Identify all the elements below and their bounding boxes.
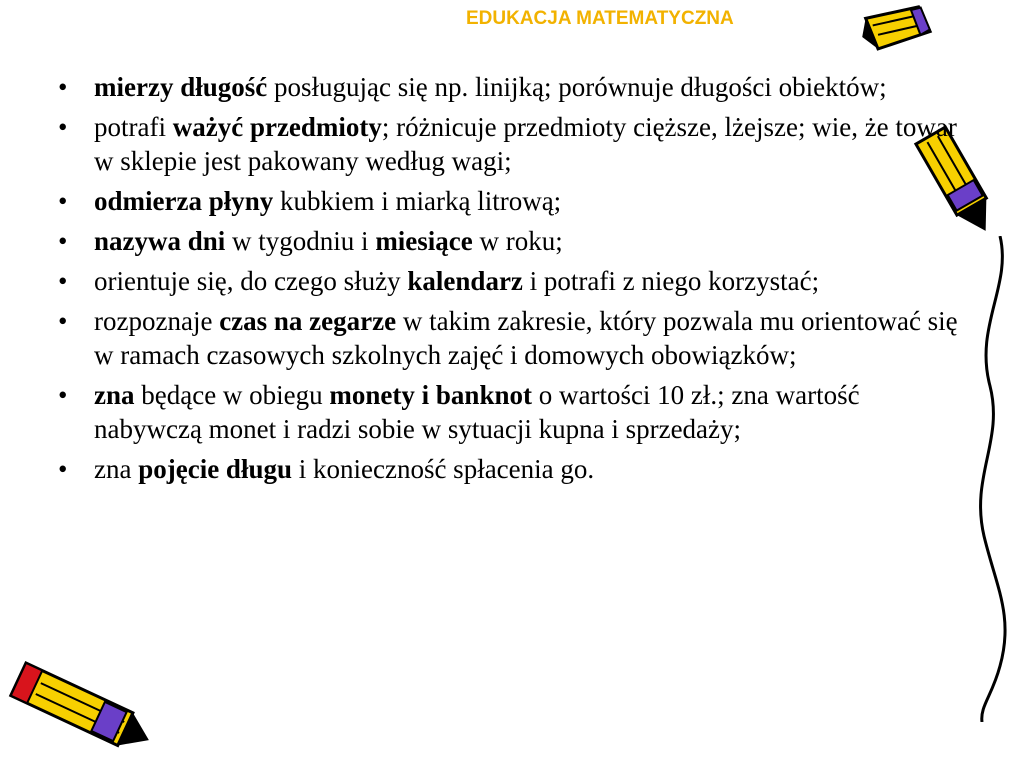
pencil-icon-bottom <box>0 656 160 760</box>
bullet-text: ; różnicuje przedmioty cięższe, lżejsze; wie, że towar w sklepie jest pakowany według wagi; <box>94 112 957 176</box>
bullet-text: kubkiem i miarką litrową; <box>273 186 562 216</box>
bullet-text: w takim zakresie, który pozwala mu orientować się w ramach czasowych szkolnych zajęć i domowych obowiązków; <box>94 306 958 370</box>
bullet-text: potrafi <box>94 112 173 142</box>
bullet-text: posługując się np. linijką; porównuje długości obiektów; <box>267 72 887 102</box>
bullet-text: w tygodniu i <box>225 226 376 256</box>
pencil-icon-top <box>858 2 938 64</box>
bullet-bold-text: czas na zegarze <box>219 306 397 336</box>
bullet-item <box>58 452 958 486</box>
squiggle-line-icon <box>960 236 1020 722</box>
bullet-text: orientuje się, do czego służy <box>94 266 408 296</box>
bullet-dot: • <box>58 380 68 410</box>
bullet-item <box>58 378 958 446</box>
bullet-bold-text: kalendarz <box>407 266 523 296</box>
bullet-item <box>58 184 958 218</box>
bullet-item <box>58 70 958 104</box>
bullet-item <box>58 264 958 298</box>
bullet-bold-text: miesiące <box>375 226 473 256</box>
bullet-text: zna <box>94 454 139 484</box>
bullet-text: i konieczność spłacenia go. <box>291 454 595 484</box>
bullet-bold-text: zna <box>94 380 135 410</box>
bullet-bold-text: nazywa dni <box>94 226 226 256</box>
bullet-text: w roku; <box>472 226 563 256</box>
bullet-dot: • <box>58 186 68 216</box>
bullet-text: i potrafi z niego korzystać; <box>522 266 820 296</box>
bullet-bold-text: mierzy długość <box>94 72 268 102</box>
bullet-bold-text: odmierza płyny <box>94 186 274 216</box>
bullet-dot: • <box>58 266 68 296</box>
bullet-dot: • <box>58 454 68 484</box>
bullet-list <box>58 70 958 492</box>
bullet-bold-text: monety i banknot <box>329 380 532 410</box>
bullet-bold-text: pojęcie długu <box>138 454 292 484</box>
bullet-bold-text: ważyć przedmioty <box>172 112 382 142</box>
bullet-text: rozpoznaje <box>94 306 220 336</box>
bullet-item <box>58 224 958 258</box>
bullet-dot: • <box>58 306 68 336</box>
bullet-text: o wartości 10 zł.; zna wartość nabywczą monet i radzi sobie w sytuacji kupna i sprzedaży; <box>94 380 860 444</box>
bullet-dot: • <box>58 112 68 142</box>
slide-title: EDUKACJA MATEMATYCZNA <box>466 8 734 29</box>
bullet-item <box>58 304 958 372</box>
bullet-dot: • <box>58 226 68 256</box>
bullet-item <box>58 110 958 178</box>
bullet-text: będące w obiegu <box>134 380 330 410</box>
bullet-dot: • <box>58 72 68 102</box>
